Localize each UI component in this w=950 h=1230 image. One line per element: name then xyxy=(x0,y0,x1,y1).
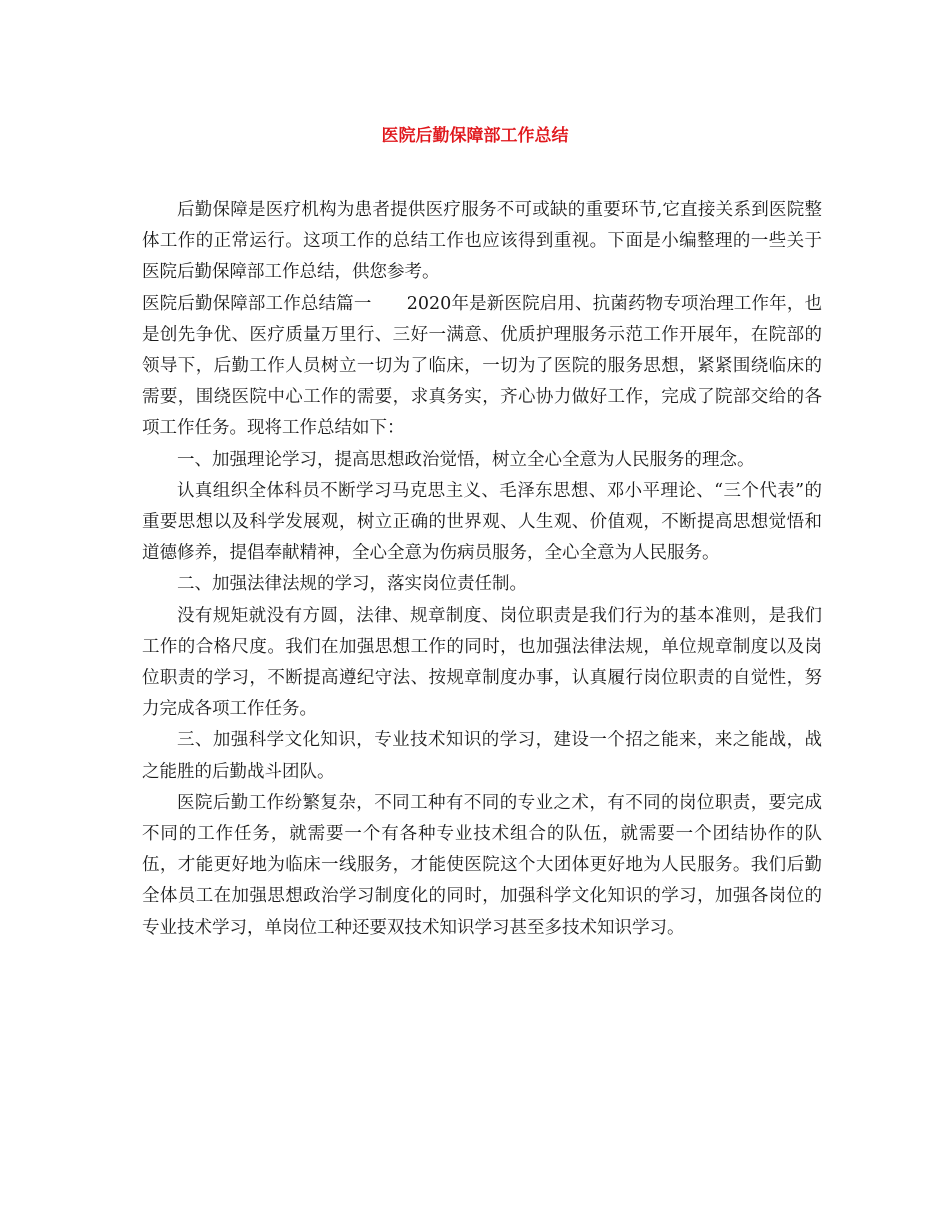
paragraph-section-one: 认真组织全体科员不断学习马克思主义、毛泽东思想、邓小平理论、“三个代表”的重要思想以及科学发展观，树立正确的世界观、人生观、价值观，不断提高思想觉悟和道德修养，提倡奉献精神，全心全意为伤病员服务，全心全意为人民服务。 xyxy=(142,480,822,564)
paragraph-section-two: 没有规矩就没有方圆，法律、规章制度、岗位职责是我们行为的基本准则，是我们工作的合格尺度。我们在加强思想工作的同时，也加强法律法规，单位规章制度以及岗位职责的学习，不断提高遵纪守法、按规章制度办事，认真履行岗位职责的自觉性，努力完成各项工作任务。 xyxy=(142,605,822,720)
paragraph-intro: 后勤保障是医疗机构为患者提供医疗服务不可或缺的重要环节,它直接关系到医院整体工作的正常运行。这项工作的总结工作也应该得到重视。下面是小编整理的一些关于医院后勤保障部工作总结，供您参考。 xyxy=(142,200,822,283)
heading-section-three: 三、加强科学文化知识，专业技术知识的学习，建设一个招之能来，来之能战，战之能胜的后勤战斗团队。 xyxy=(142,730,822,782)
document-body xyxy=(142,195,822,944)
heading-section-two: 二、加强法律法规的学习，落实岗位责任制。 xyxy=(177,574,527,595)
paragraph-part-one: 医院后勤保障部工作总结篇一 2020年是新医院启用、抗菌药物专项治理工作年，也是创先争优、医疗质量万里行、三好一满意、优质护理服务示范工作开展年，在院部的领导下，后勤工作人员树立一切为了临床，一切为了医院的服务思想，紧紧围绕临床的需要，围绕医院中心工作的需要，求真务实，齐心协力做好工作，完成了院部交给的各项工作任务。现将工作总结如下： xyxy=(142,293,822,439)
heading-section-one: 一、加强理论学习，提高思想政治觉悟，树立全心全意为人民服务的理念。 xyxy=(177,449,755,470)
document-title: 医院后勤保障部工作总结 xyxy=(381,126,569,146)
paragraph-section-three: 医院后勤工作纷繁复杂，不同工种有不同的专业之术，有不同的岗位职责，要完成不同的工作任务，就需要一个有各种专业技术组合的队伍，就需要一个团结协作的队伍，才能更好地为临床一线服务，才能使医院这个大团体更好地为人民服务。我们后勤全体员工在加强思想政治学习制度化的同时，加强科学文化知识的学习，加强各岗位的专业技术学习，单岗位工种还要双技术知识学习甚至多技术知识学习。 xyxy=(142,792,822,938)
